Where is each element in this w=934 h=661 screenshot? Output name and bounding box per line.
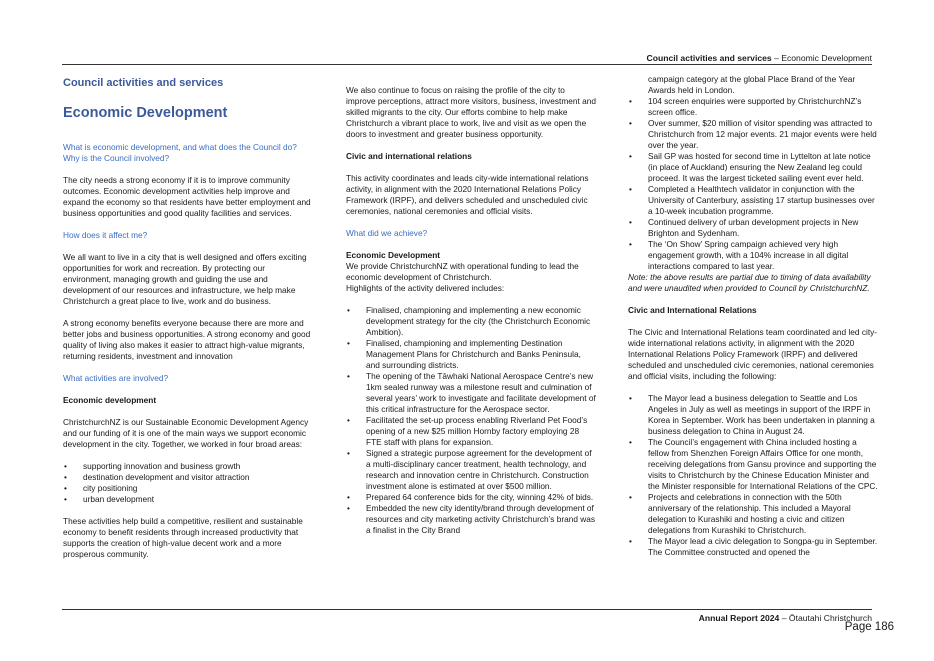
page-title: Economic Development [63, 105, 228, 121]
list-item: • The Mayor lead a business delegation to Seattle and Los Angeles in July as well as meetings in support of the IRPF in Korea in September. Work has been undertaken in planning a business delegation to China in August 24. [628, 393, 878, 437]
header-topic: – Economic Development [771, 53, 872, 63]
list-item: • The Mayor lead a civic delegation to Songpa-gu in September. The Committee constructed and opened the [628, 536, 878, 558]
section-heading: Council activities and services [63, 77, 224, 89]
header-rule [62, 64, 872, 65]
list-item: • Facilitated the set-up process enabling Riverland Pet Food’s opening of a new $25 million Hornby factory employing 28 FTE staff with plans for expansion. [346, 415, 596, 448]
list-item: • Finalised, championing and implementing a new economic development strategy for the city (the Christchurch Economic Ambition). [346, 305, 596, 338]
subheading: Civic and international relations [346, 151, 472, 161]
column-1 [63, 72, 313, 560]
footer-report: Annual Report 2024 [698, 613, 780, 623]
bullet-list [63, 461, 313, 505]
list-item: • 104 screen enquiries were supported by ChristchurchNZ’s screen office. [628, 96, 878, 118]
paragraph: Highlights of the activity delivered includes: [346, 283, 505, 293]
bullet-list [628, 393, 878, 558]
paragraph: A strong economy benefits everyone because there are more and better jobs and business opportunities. A strong economy and good quality of living also makes it easier to attract high-value migrants, returning residents, investment and innovation [63, 318, 311, 361]
list-item: • Continued delivery of urban development projects in New Brighton and Sydenham. [628, 217, 878, 239]
list-item: • supporting innovation and business growth [63, 461, 313, 472]
continued-text: campaign category at the global Place Brand of the Year Awards held in London. [648, 74, 856, 95]
list-item: • destination development and visitor attraction [63, 472, 313, 483]
question-heading: What did we achieve? [346, 228, 428, 238]
page-number: Page 186 [844, 621, 894, 633]
list-item: • Projects and celebrations in connection with the 50th anniversary of the relationship. This included a Mayoral delegation to Kurashiki and hosting a civic and citizen delegations from Kurashiki to Christchurch. [628, 492, 878, 536]
paragraph: ChristchurchNZ is our Sustainable Economic Development Agency and our funding of it is one of the main ways we support economic development in the city. Together, we worked in four broad areas: [63, 417, 309, 449]
list-item: • city positioning [63, 483, 313, 494]
column-3 [628, 74, 878, 558]
paragraph: We all want to live in a city that is well designed and offers exciting opportunities for work and recreation. By protecting our environment, managing growth and guiding the use and development of our resources and infrastructure, we help make Christchurch a great place to live, work and do business. [63, 252, 307, 306]
list-item: • Signed a strategic purpose agreement for the development of a multi-disciplinary cancer treatment, health technology, and research and innovation centre in Christchurch. Construction investment alone is estimated at over $500 million. [346, 448, 596, 492]
footer-city: – Ōtautahi Christchurch [779, 613, 872, 623]
list-item: • Prepared 64 conference bids for the city, winning 42% of bids. [346, 492, 596, 503]
question-heading: How does it affect me? [63, 230, 148, 240]
header-section: Council activities and services [646, 53, 772, 63]
list-item: • Sail GP was hosted for second time in Lyttelton at late notice (in place of Auckland) ensuring the New Zealand leg could proceed. It was the largest ticketed sailing event ever held. [628, 151, 878, 184]
paragraph: We also continue to focus on raising the profile of the city to improve perceptions, attract more visitors, business, investment and skilled migrants to the city. Our efforts combine to help make Christchurch a vibrant place to work, live and visit as we open the doors to investment and greater business opportunity. [346, 85, 596, 139]
running-header [647, 53, 872, 63]
list-item: • Embedded the new city identity/brand through development of resources and city marketing activity Christchurch’s brand was a finalist in the City Brand [346, 503, 596, 536]
column-2 [346, 85, 596, 536]
paragraph: This activity coordinates and leads city-wide international relations activity, in alignment with the 2020 International Relations Policy Framework (IRPF), and delivers scheduled and unscheduled civic ceremonies, national ceremonies and official visits. [346, 173, 589, 216]
paragraph: The Civic and International Relations team coordinated and led city-wide international relations activity, in alignment with the 2020 International Relations Policy Framework (IRPF) and delivered scheduled and unscheduled civic ceremonies, national ceremonies and official visits, including the following: [628, 327, 878, 381]
list-item: • Over summer, $20 million of visitor spending was attracted to Christchurch from 12 major events. 21 major events were held over the year. [628, 118, 878, 151]
list-item: • The opening of the Tāwhaki National Aerospace Centre’s new 1km sealed runway was a milestone result and culmination of several years’ work to investigate and facilitate development of this critical infrastructure for the Aerospace sector. [346, 371, 596, 415]
list-item: • Completed a Healthtech validator in conjunction with the University of Canterbury, assisting 17 startup businesses over a 10-week incubation programme. [628, 184, 878, 217]
footer-rule [62, 609, 872, 610]
list-item: • The Council’s engagement with China included hosting a fellow from Shenzhen Foreign Affairs Office for one month, receiving delegations from Gansu province and supporting the visits to Christchurch by the Chinese Education Minister and the Minister responsible for International Relations of the CPC. [628, 437, 878, 492]
subheading: Economic development [63, 395, 157, 405]
bullet-list [628, 96, 878, 272]
paragraph: The city needs a strong economy if it is to improve community outcomes. Economic development activities help improve and expand the economy so that residents have better employment and business opportunities and good quality facilities and services. [63, 175, 311, 218]
subheading: Civic and International Relations [628, 305, 757, 315]
bullet-list [346, 305, 596, 536]
question-heading: What is economic development, and what does the Council do? Why is the Council involved? [63, 142, 297, 163]
subheading: Economic Development [346, 250, 441, 260]
list-item: • Finalised, championing and implementing Destination Management Plans for Christchurch and Banks Peninsula, and surrounding districts. [346, 338, 596, 371]
paragraph: These activities help build a competitive, resilient and sustainable economy to benefit residents through increased productivity that supports the creation of high-value decent work and a more prosperous community. [63, 516, 303, 559]
question-heading: What activities are involved? [63, 373, 169, 383]
paragraph: We provide ChristchurchNZ with operational funding to lead the economic development of Christchurch. [346, 261, 579, 282]
note: Note: the above results are partial due to timing of data availability and were unaudited when provided to Council by ChristchurchNZ. [628, 272, 871, 293]
list-item: • urban development [63, 494, 313, 505]
list-item: • The ‘On Show’ Spring campaign achieved very high engagement growth, with a 104% increase in all digital interactions compared to last year. [628, 239, 878, 272]
